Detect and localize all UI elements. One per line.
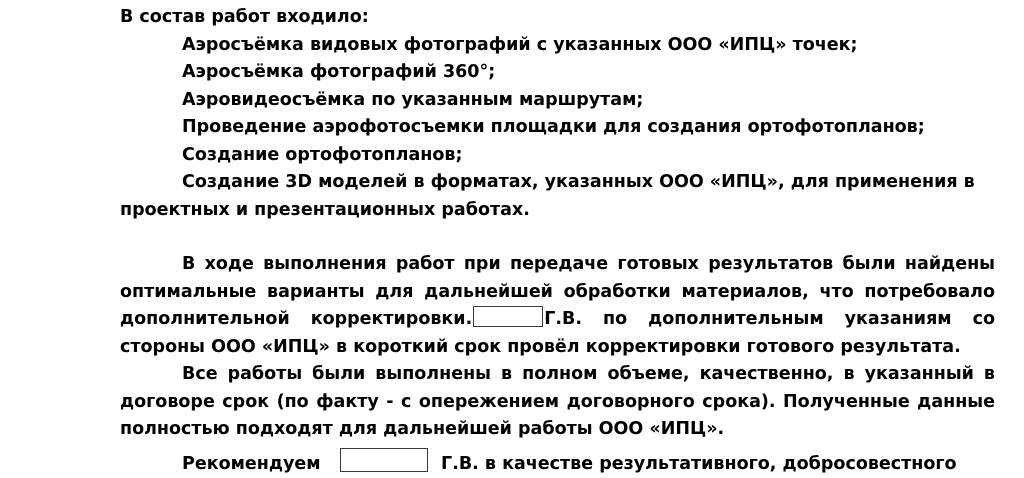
work-item-last — [120, 169, 995, 197]
paragraph-corrections-text-2: Г.В. по дополнительным указаниям со стороны ООО «ИПЦ» в короткий срок провёл корректировки готового результата. — [120, 309, 995, 357]
redacted-name-field — [473, 306, 543, 327]
paragraph-completion: Все работы были выполнены в полном объеме, качественно, в указанный в договоре срок (по факту - с опережением договорного срока). Полученные данные полностью подходят для дальнейшей работы ООО «ИПЦ». — [120, 361, 995, 444]
work-item: Создание ортофотопланов; — [120, 142, 995, 170]
work-item-last-continuation: проектных и презентационных работах. — [120, 197, 995, 225]
section-intro: В состав работ входило: — [120, 4, 995, 32]
work-item: Проведение аэрофотосъемки площадки для создания ортофотопланов; — [120, 114, 995, 142]
paragraph-recommendation-text-2: Г.В. в качестве результативного, добросовестного — [441, 454, 957, 474]
paragraph-recommendation-text-1: Рекомендуем — [182, 454, 321, 474]
work-item: Аэровидеосъёмка по указанным маршрутам; — [120, 87, 995, 115]
work-item-last-line1: Создание 3D моделей в форматах, указанных ООО «ИПЦ», для применения в — [182, 172, 975, 192]
paragraph-corrections — [120, 251, 995, 361]
redacted-name-field-2 — [340, 448, 428, 472]
paragraph-corrections-text-1: В ходе выполнения работ при передаче готовых результатов были найдены оптимальные варианты для дальнейшей обработки материалов, что потребовало дополнительной корректировки. — [120, 254, 995, 329]
paragraph-spacer — [120, 224, 995, 251]
paragraph-recommendation — [120, 448, 995, 478]
work-item: Аэросъёмка видовых фотографий с указанных ООО «ИПЦ» точек; — [120, 32, 995, 60]
document-body — [120, 4, 995, 478]
work-item: Аэросъёмка фотографий 360°; — [120, 59, 995, 87]
